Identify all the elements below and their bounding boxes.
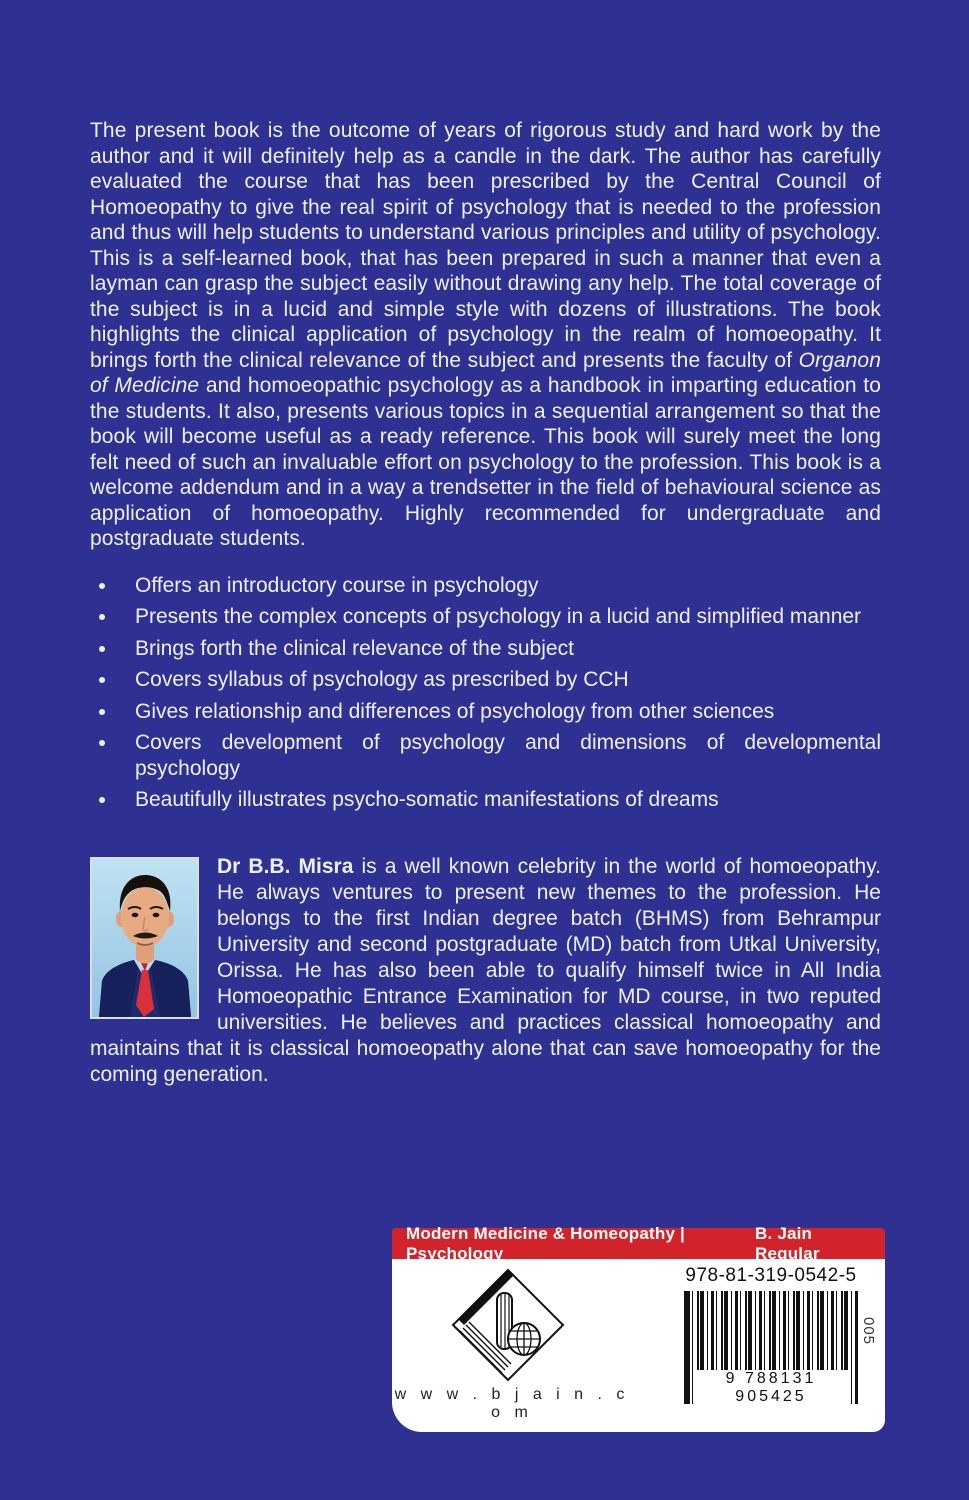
isbn-number: 978-81-319-0542-5 — [685, 1265, 857, 1286]
list-item — [90, 636, 881, 662]
content-column — [90, 97, 881, 1088]
description-part1: The present book is the outcome of years of rigorous study and hard work by the author and it will definitely help as a candle in the dark. The author has carefully evaluated the course that has been prescribed by the Central Council of Homoeopathy to give the real spirit of psychology that is needed to the profession and thus will help students to understand various principles and utility of psychology. This is a self-learned book, that has been prepared in such a manner that even a layman can grasp the subject easily without drawing any help. The total coverage of the subject is in a lucid and simple style with dozens of illustrations. The book highlights the clinical application of psychology in the realm of homoeopathy. It brings forth the clinical relevance of the subject and presents the faculty of — [90, 119, 881, 372]
bullet-dot-icon — [99, 797, 105, 803]
feature-text: Beautifully illustrates psycho-somatic manifestations of dreams — [135, 788, 719, 811]
feature-text: Offers an introductory course in psychology — [135, 573, 539, 597]
barcode — [684, 1291, 858, 1404]
feature-text: Gives relationship and differences of psychology from other sciences — [135, 699, 775, 723]
edition-label: B. Jain Regular — [755, 1223, 820, 1263]
isbn-block — [684, 1265, 858, 1404]
description-paragraph — [90, 118, 881, 552]
bjain-logo-icon — [450, 1267, 566, 1383]
list-item — [90, 667, 881, 693]
author-photo — [90, 857, 199, 1019]
bullet-dot-icon — [99, 740, 105, 746]
list-item — [90, 604, 881, 630]
publisher-website: w w w . b j a i n . c o m — [394, 1386, 630, 1421]
feature-text: Presents the complex concepts of psychology in a lucid and simplified manner — [135, 605, 862, 628]
bullet-dot-icon — [99, 709, 105, 715]
description-part2: and homoeopathic psychology as a handbook in imparting education to the students. It also, presents various topics in a sequential arrangement so that the book will become useful as a ready reference. This book will surely meet the long felt need of such an invaluable effort on psychology to the profession. This book is a welcome addendum and in a way a trendsetter in the field of behavioural science as application of homoeopathy. Highly recommended for undergraduate and postgraduate students. — [90, 374, 881, 550]
list-item — [90, 787, 881, 813]
publisher-panel — [392, 1223, 885, 1432]
bullet-dot-icon — [99, 614, 105, 620]
category-label: Modern Medicine & Homeopathy | Psychology — [406, 1223, 686, 1263]
author-name: Dr B.B. Misra — [217, 854, 354, 878]
side-code: 005 — [860, 1317, 877, 1346]
bullet-dot-icon — [99, 646, 105, 652]
feature-text: Covers syllabus of psychology as prescribed by CCH — [135, 668, 629, 691]
list-item — [90, 730, 881, 781]
feature-text: Brings forth the clinical relevance of the subject — [135, 636, 574, 660]
list-item — [90, 573, 881, 599]
list-item — [90, 699, 881, 725]
feature-text: Covers development of psychology and dimensions of developmental psychology — [135, 731, 881, 780]
description-italic-title: Organon of Medicine — [90, 348, 881, 397]
barcode-digits: 9 788131 905425 — [693, 1370, 849, 1406]
bullet-dot-icon — [99, 677, 105, 683]
author-bio-text: is a well known celebrity in the world of homoeopathy. He always ventures to present new themes to the profession. He belongs to the first Indian degree batch (BHMS) from Behrampur University and second postgraduate (MD) batch from Utkal University, Orissa. He has also been able to qualify himself twice in All India Homoeopathic Entrance Examination for MD course, in two reputed universities. He believes and practices classical homoeopathy and maintains that it is classical homoeopathy alone that can save homoeopathy for the coming generation. — [90, 854, 881, 1086]
category-banner — [392, 1223, 885, 1263]
bullet-dot-icon — [99, 583, 105, 589]
author-bio-section — [90, 854, 881, 1088]
feature-list — [90, 573, 881, 813]
publisher-panel-body — [392, 1259, 885, 1432]
